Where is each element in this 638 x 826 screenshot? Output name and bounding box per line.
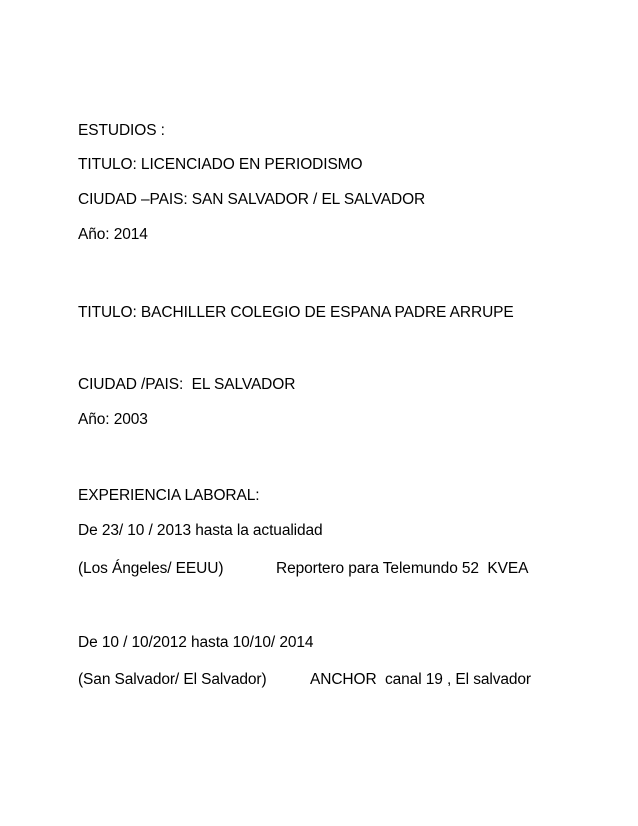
studies-heading: ESTUDIOS : <box>78 122 165 139</box>
degree2-location: CIUDAD /PAIS: EL SALVADOR <box>78 376 296 393</box>
job2-place: (San Salvador/ El Salvador) <box>78 671 267 688</box>
job1-role: Reportero para Telemundo 52 KVEA <box>276 560 529 577</box>
degree1-year: Año: 2014 <box>78 226 148 243</box>
job1-place: (Los Ángeles/ EEUU) <box>78 560 224 577</box>
degree1-location: CIUDAD –PAIS: SAN SALVADOR / EL SALVADOR <box>78 191 426 208</box>
job2-period: De 10 / 10/2012 hasta 10/10/ 2014 <box>78 634 314 651</box>
degree2-title: TITULO: BACHILLER COLEGIO DE ESPANA PADRE ARRUPE <box>78 304 514 321</box>
job2-role: ANCHOR canal 19 , El salvador <box>310 671 531 688</box>
experience-heading: EXPERIENCIA LABORAL: <box>78 487 260 504</box>
job1-period: De 23/ 10 / 2013 hasta la actualidad <box>78 522 323 539</box>
degree2-year: Año: 2003 <box>78 411 148 428</box>
degree1-title: TITULO: LICENCIADO EN PERIODISMO <box>78 156 363 173</box>
